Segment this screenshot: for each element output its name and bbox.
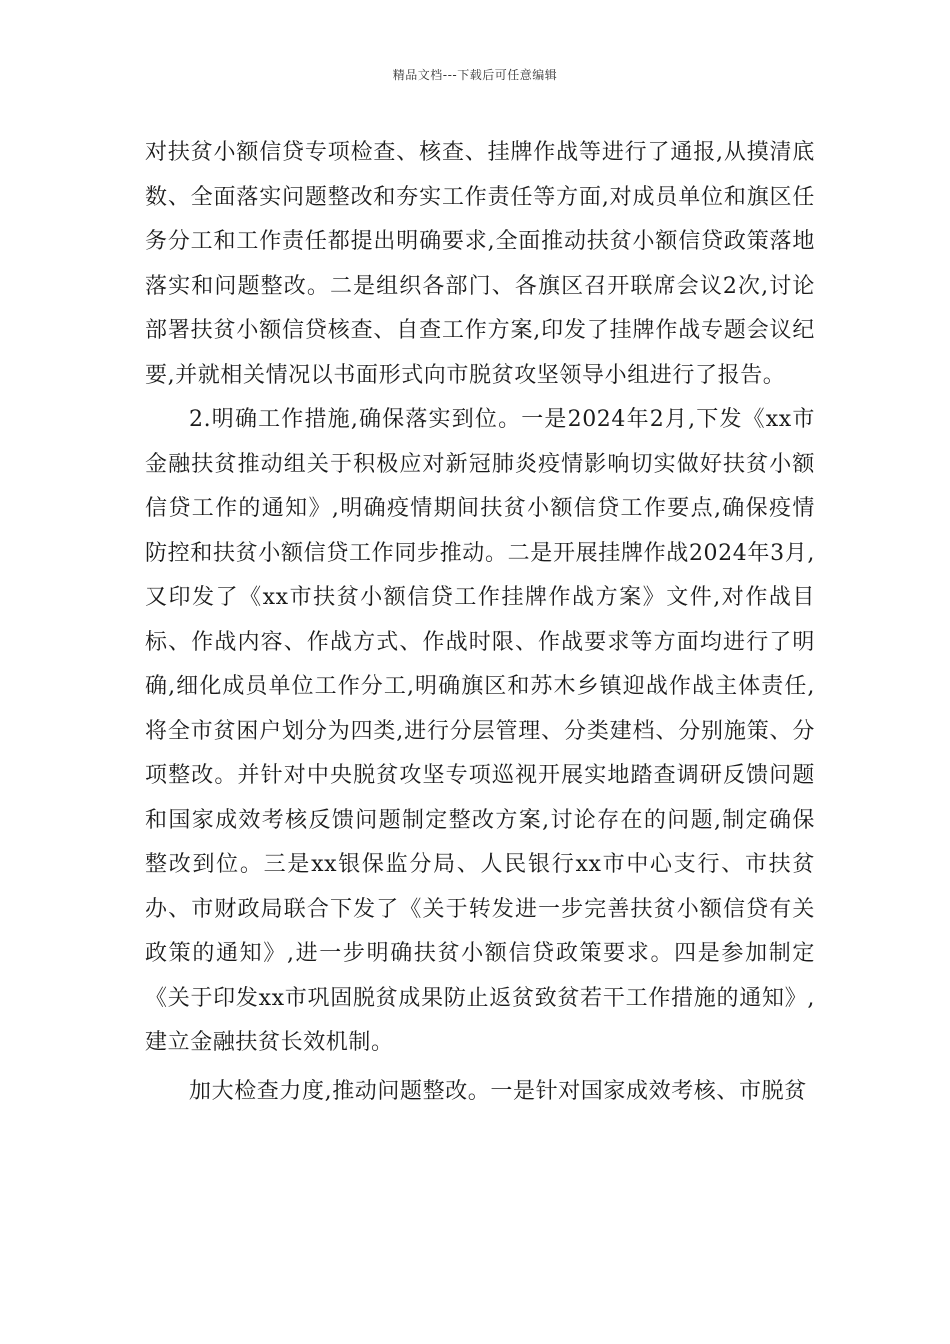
paragraph-3: 加大检查力度,推动问题整改。一是针对国家成效考核、市脱贫 xyxy=(189,1078,807,1104)
paragraph-2: 2.明确工作措施,确保落实到位。一是2024年2月,下发《xx市金融扶贫推动组关于积极应对新冠肺炎疫情影响切实做好扶贫小额信贷工作的通知》,明确疫情期间扶贫小额信贷工作要点,确保疫情防控和扶贫小额信贷工作同步推动。二是开展挂牌作战2024年3月,又印发了《xx市扶贫小额信贷工作挂牌作战方案》文件,对作战目标、作战内容、作战方式、作战时限、作战要求等方面均进行了明确,细化成员单位工作分工,明确旗区和苏木乡镇迎战作战主体责任,将全市贫困户划分为四类,进行分层管理、分类建档、分别施策、分项整改。并针对中央脱贫攻坚专项巡视开展实地踏查调研反馈问题和国家成效考核反馈问题制定整改方案,讨论存在的问题,制定确保整改到位。三是xx银保监分局、人民银行xx市中心支行、市扶贫办、市财政局联合下发了《关于转发进一步完善扶贫小额信贷有关政策的通知》,进一步明确扶贫小额信贷政策要求。四是参加制定《关于印发xx市巩固脱贫成果防止返贫致贫若干工作措施的通知》,建立金融扶贫长效机制。 xyxy=(145,407,815,1055)
document-body xyxy=(145,131,815,1114)
page-header: 精品文档---下载后可任意编辑 xyxy=(392,68,558,82)
paragraph-1: 对扶贫小额信贷专项检查、核查、挂牌作战等进行了通报,从摸清底数、全面落实问题整改和夯实工作责任等方面,对成员单位和旗区任务分工和工作责任都提出明确要求,全面推动扶贫小额信贷政策落地落实和问题整改。二是组织各部门、各旗区召开联席会议2次,讨论部署扶贫小额信贷核查、自查工作方案,印发了挂牌作战专题会议纪要,并就相关情况以书面形式向市脱贫攻坚领导小组进行了报告。 xyxy=(145,140,815,388)
